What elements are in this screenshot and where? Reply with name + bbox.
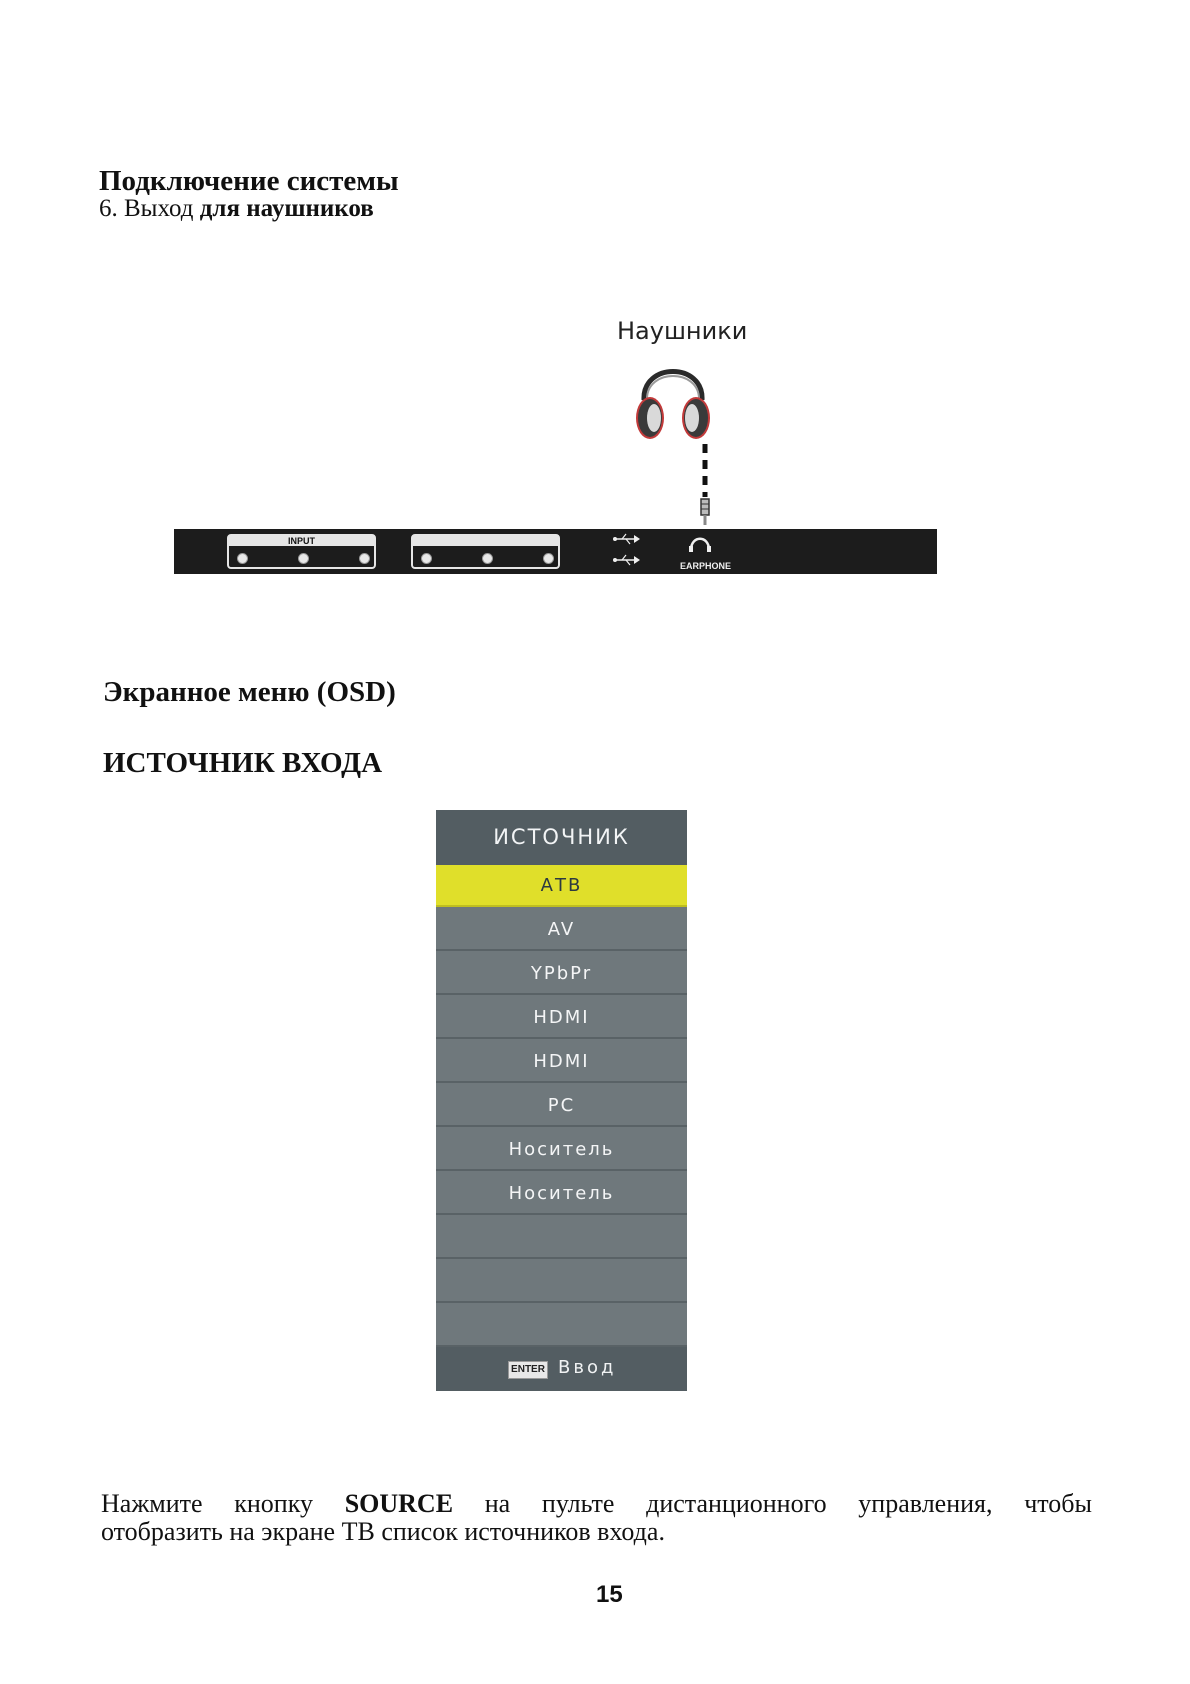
source-key: SOURCE — [344, 1489, 454, 1518]
osd-item-media1[interactable]: Носитель — [436, 1129, 687, 1171]
earphone-label: EARPHONE — [680, 561, 732, 571]
input-jack — [237, 553, 248, 564]
port-jack — [543, 553, 554, 564]
osd-source-menu — [436, 810, 687, 1391]
instruction-text-start: Нажмите кнопку — [101, 1489, 345, 1518]
input-jack — [298, 553, 309, 564]
enter-key-icon: ENTER — [508, 1361, 548, 1379]
osd-item-empty — [436, 1261, 687, 1303]
usb-icon — [612, 532, 642, 546]
headphones-label: Наушники — [617, 317, 748, 345]
osd-item-ypbpr[interactable]: YPbPr — [436, 953, 687, 995]
osd-item-pc[interactable]: PC — [436, 1085, 687, 1127]
osd-item-media2[interactable]: Носитель — [436, 1173, 687, 1215]
headphones-icon — [630, 352, 716, 529]
input-jack — [359, 553, 370, 564]
osd-footer — [436, 1347, 687, 1391]
osd-item-av[interactable]: AV — [436, 909, 687, 951]
port-group — [411, 534, 560, 569]
osd-item-empty — [436, 1305, 687, 1347]
page-number: 15 — [596, 1581, 623, 1608]
port-jack — [482, 553, 493, 564]
section-title-connection: Подключение системы — [99, 165, 399, 197]
section-subtitle-input-source: ИСТОЧНИК ВХОДА — [103, 747, 383, 779]
port-top-bar — [413, 536, 558, 546]
osd-item-empty — [436, 1217, 687, 1259]
instruction-line-2: отобразить на экране ТВ список источников входа. — [101, 1517, 665, 1546]
section-title-osd: Экранное меню (OSD) — [103, 676, 396, 708]
input-label: INPUT — [229, 536, 374, 546]
instruction-text-end: на пульте дистанционного управления, чтобы — [453, 1489, 1092, 1518]
instruction-line-1 — [101, 1490, 1092, 1518]
port-jack — [421, 553, 432, 564]
earphone-jack-icon — [688, 533, 712, 553]
usb-icon — [612, 553, 642, 567]
input-port-group — [227, 534, 376, 569]
tv-rear-panel — [174, 529, 937, 574]
instruction-paragraph — [101, 1490, 1092, 1546]
subtitle-number: 6. Выход — [99, 195, 200, 222]
osd-item-hdmi2[interactable]: HDMI — [436, 1041, 687, 1083]
subtitle-headphone-output — [99, 195, 374, 223]
enter-label: Ввод — [558, 1357, 617, 1378]
osd-header: ИСТОЧНИК — [436, 810, 687, 865]
osd-item-atv[interactable]: АТВ — [436, 865, 687, 907]
subtitle-bold: для наушников — [199, 195, 374, 222]
osd-item-hdmi1[interactable]: HDMI — [436, 997, 687, 1039]
